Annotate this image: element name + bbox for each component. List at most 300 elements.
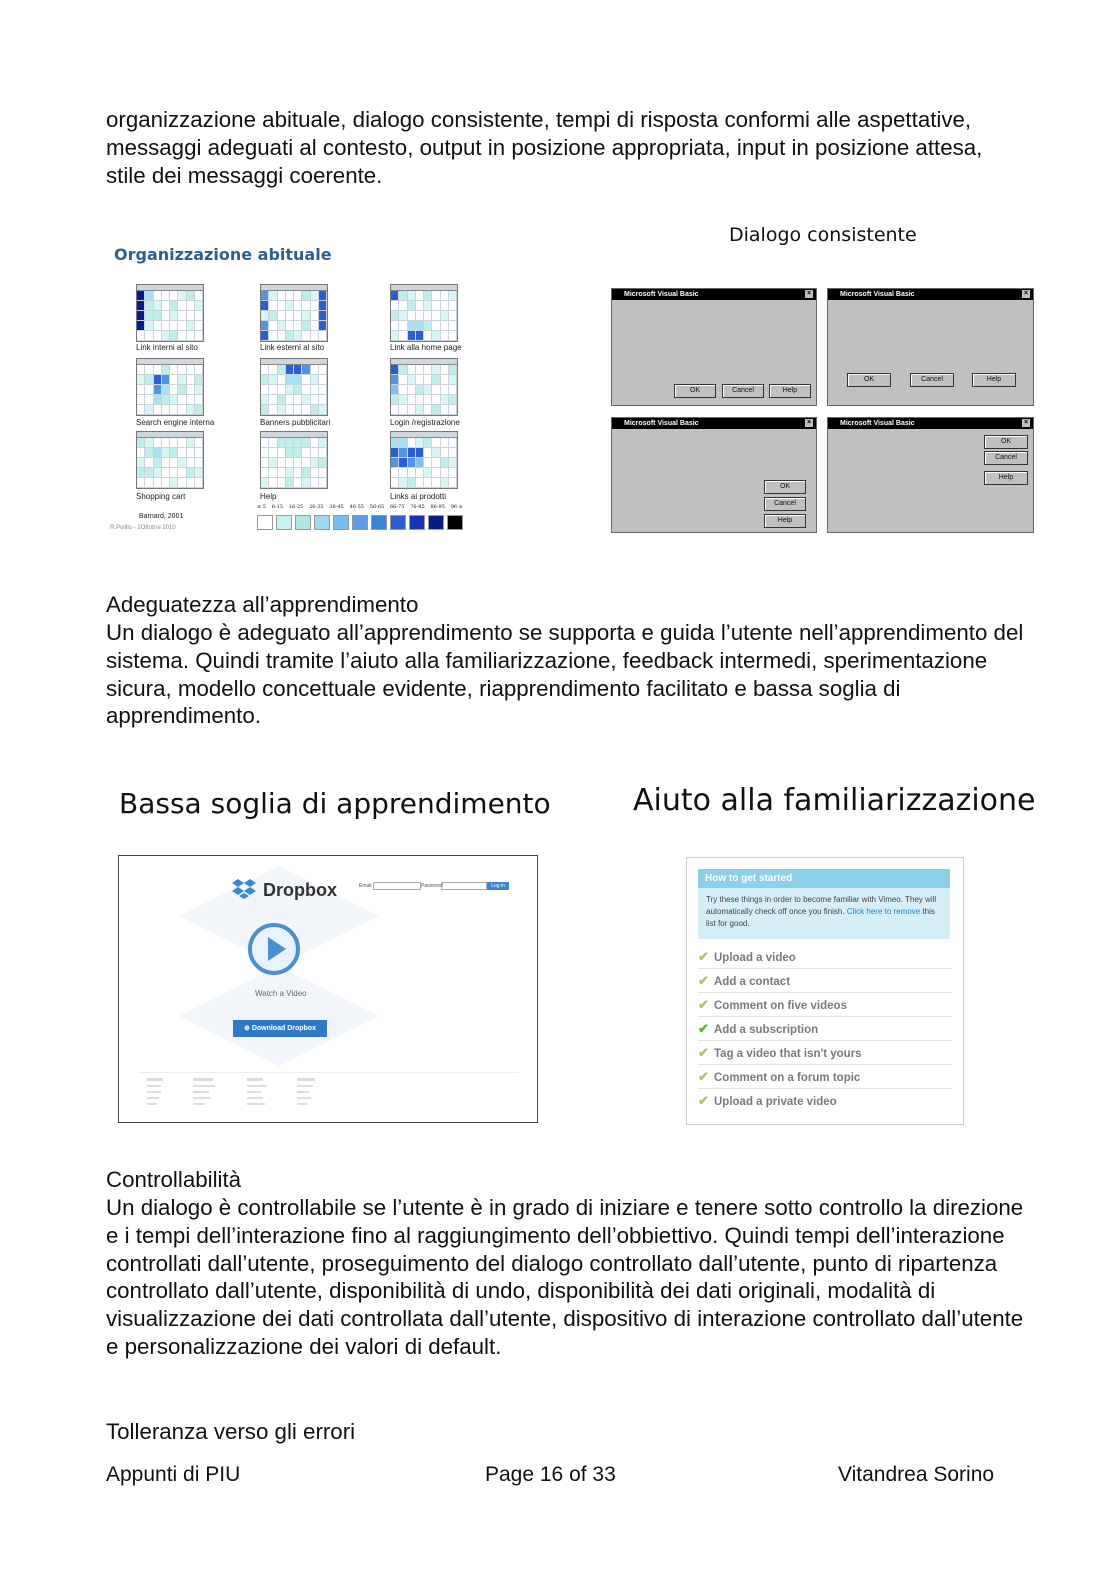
heatmap-cell: [399, 395, 407, 405]
heatmap-cell: [391, 458, 399, 468]
heatmap-cell: [424, 291, 432, 301]
heatmap-cell: [269, 468, 277, 478]
download-label: Download Dropbox: [251, 1025, 316, 1032]
legend-swatch: [352, 515, 368, 530]
heatmap-cell: [408, 291, 416, 301]
heatmap-cell: [154, 458, 162, 468]
figure2-title: Dialogo consistente: [729, 224, 917, 246]
heatmap-cell: [154, 405, 162, 415]
heatmap-cell: [416, 321, 424, 331]
heatmap-cell: [170, 311, 178, 321]
checklist-item-label: Add a subscription: [714, 1024, 819, 1036]
heatmap-cell: [187, 311, 195, 321]
heatmap-cell: [278, 438, 286, 448]
heatmap-cell: [302, 321, 310, 331]
legend-range-label: 26-35: [309, 504, 324, 510]
heatmap-cell: [302, 448, 310, 458]
heatmap-cell: [269, 448, 277, 458]
heatmap-cell: [408, 365, 416, 375]
heatmap-caption: Links ai prodotti: [390, 492, 447, 501]
heatmap-cell: [137, 468, 145, 478]
heatmap-cell: [302, 458, 310, 468]
heatmap-cell: [424, 478, 432, 488]
heatmap-cell: [294, 395, 302, 405]
heatmap-cell: [162, 301, 170, 311]
heatmap-caption: Shopping cart: [136, 492, 186, 501]
legend-swatch: [409, 515, 425, 530]
check-icon: ✔: [698, 1069, 709, 1084]
heatmap-cell: [195, 311, 203, 321]
checklist-item-label: Comment on a forum topic: [714, 1072, 861, 1084]
heatmap-cell: [286, 301, 294, 311]
heatmap-cell: [319, 405, 327, 415]
vb-dialog-2: [827, 288, 1034, 406]
heatmap-cell: [311, 311, 319, 321]
heatmap-cell: [432, 468, 440, 478]
heatmap-cell: [399, 468, 407, 478]
heatmap-cell: [441, 301, 449, 311]
heatmap-cell: [311, 385, 319, 395]
heatmap-cell: [408, 405, 416, 415]
legend-range-label: 6-15: [271, 504, 284, 510]
heatmap-cell: [137, 311, 145, 321]
heatmap-cell: [137, 331, 145, 341]
heatmap-cell: [286, 321, 294, 331]
legend-range-label: 46-55: [349, 504, 364, 510]
play-icon[interactable]: [247, 922, 301, 976]
legend-range-label: 96 ≥: [450, 504, 463, 510]
heatmap-cell: [302, 478, 310, 488]
heatmap-cell: [319, 301, 327, 311]
heatmap-cell: [302, 365, 310, 375]
heatmap-cell: [424, 395, 432, 405]
heatmap-cell: [261, 311, 269, 321]
watch-video-label[interactable]: Watch a Video: [255, 989, 307, 998]
heatmap-cell: [294, 321, 302, 331]
help-button[interactable]: Help: [764, 514, 806, 528]
heatmap-cell: [391, 291, 399, 301]
heatmap-cell: [154, 321, 162, 331]
heatmap-cell: [432, 365, 440, 375]
heatmap-cell: [187, 321, 195, 331]
heatmap-cell: [178, 385, 186, 395]
legend-swatch: [276, 515, 292, 530]
heatmap-cell: [432, 301, 440, 311]
heatmap-cell: [294, 291, 302, 301]
heatmap-cell: [441, 291, 449, 301]
heatmap-cell: [441, 448, 449, 458]
heatmap-cell: [286, 331, 294, 341]
heatmap-cell: [432, 458, 440, 468]
heatmap-cell: [432, 405, 440, 415]
ok-button[interactable]: OK: [674, 384, 716, 398]
heatmap-cell: [424, 331, 432, 341]
heatmap-cell: [302, 385, 310, 395]
figure3-title: Bassa soglia di apprendimento: [119, 787, 551, 820]
heatmap-cell: [154, 448, 162, 458]
heatmap-cell: [187, 365, 195, 375]
close-icon[interactable]: ×: [806, 419, 812, 426]
heatmap-cell: [286, 291, 294, 301]
heatmap-cell: [145, 321, 153, 331]
heatmap-cell: [145, 311, 153, 321]
heatmap-cell: [195, 458, 203, 468]
heatmap-cell: [286, 375, 294, 385]
heatmap-cell: [294, 301, 302, 311]
heatmap-thumbnail: [390, 284, 458, 342]
heatmap-cell: [311, 458, 319, 468]
cancel-button[interactable]: Cancel: [764, 497, 806, 511]
heatmap-cell: [145, 405, 153, 415]
heatmap-cell: [137, 405, 145, 415]
heatmap-cell: [302, 291, 310, 301]
heatmap-cell: [449, 375, 457, 385]
heatmap-cell: [162, 365, 170, 375]
heatmap-cell: [449, 301, 457, 311]
heatmap-cell: [449, 468, 457, 478]
legend-swatch: [428, 515, 444, 530]
heatmap-cell: [441, 375, 449, 385]
figure1-title: Organizzazione abituale: [114, 245, 332, 264]
heatmap-cell: [286, 395, 294, 405]
heatmap-cell: [145, 468, 153, 478]
heatmap-cell: [441, 438, 449, 448]
legend-swatch: [314, 515, 330, 530]
heatmap-cell: [145, 301, 153, 311]
heatmap-cell: [145, 291, 153, 301]
cancel-button[interactable]: Cancel: [910, 373, 954, 387]
heatmap-cell: [269, 301, 277, 311]
checklist-item-label: Upload a video: [714, 952, 796, 964]
heatmap-cell: [261, 301, 269, 311]
heatmap-cell: [302, 311, 310, 321]
heatmap-cell: [424, 385, 432, 395]
heatmap-cell: [424, 448, 432, 458]
heatmap-cell: [278, 478, 286, 488]
heatmap-cell: [269, 311, 277, 321]
heatmap-cell: [145, 395, 153, 405]
heatmap-cell: [294, 385, 302, 395]
heatmap-cell: [391, 375, 399, 385]
heatmap-cell: [187, 468, 195, 478]
footer-right: Vitandrea Sorino: [838, 1463, 995, 1486]
heatmap-cell: [269, 395, 277, 405]
checklist-item[interactable]: [698, 1065, 952, 1089]
heatmap-cell: [311, 375, 319, 385]
heatmap-cell: [424, 321, 432, 331]
heatmap-cell: [145, 375, 153, 385]
heatmap-cell: [162, 375, 170, 385]
help-button[interactable]: Help: [769, 384, 811, 398]
close-icon[interactable]: ×: [806, 290, 812, 297]
close-icon[interactable]: ×: [1023, 419, 1029, 426]
heatmap-cell: [311, 301, 319, 311]
heatmap-cell: [294, 478, 302, 488]
heatmap-cell: [278, 385, 286, 395]
checklist-item[interactable]: [698, 1017, 952, 1041]
heatmap-cell: [187, 291, 195, 301]
heatmap-thumbnail: [260, 431, 328, 489]
heatmap-cell: [441, 468, 449, 478]
help-button[interactable]: Help: [972, 373, 1016, 387]
heatmap-cell: [391, 438, 399, 448]
heatmap-cell: [137, 478, 145, 488]
heatmap-cell: [269, 375, 277, 385]
heatmap-cell: [449, 395, 457, 405]
heatmap-cell: [424, 375, 432, 385]
legend-range-label: 16-25: [288, 504, 304, 510]
heatmap-cell: [195, 405, 203, 415]
remove-list-link[interactable]: Click here to remove: [846, 907, 921, 916]
section-learning-heading: Adeguatezza all’apprendimento: [106, 592, 419, 617]
heatmap-cell: [391, 331, 399, 341]
heatmap-cell: [311, 331, 319, 341]
heatmap-cell: [170, 405, 178, 415]
heatmap-cell: [319, 321, 327, 331]
heatmap-cell: [294, 311, 302, 321]
legend-swatch: [333, 515, 349, 530]
heatmap-cell: [137, 321, 145, 331]
heatmap-cell: [162, 331, 170, 341]
heatmap-cell: [261, 395, 269, 405]
heatmap-cell: [261, 321, 269, 331]
heatmap-cell: [432, 385, 440, 395]
footer-left: Appunti di PIU: [106, 1463, 241, 1486]
heatmap-cell: [391, 395, 399, 405]
heatmap-cell: [269, 331, 277, 341]
heatmap-cell: [170, 385, 178, 395]
vb-dialog-4: [827, 417, 1034, 533]
ok-button[interactable]: OK: [984, 435, 1028, 449]
heatmap-cell: [294, 438, 302, 448]
heatmap-cell: [319, 478, 327, 488]
check-icon: ✔: [698, 1045, 709, 1060]
heatmap-cell: [162, 321, 170, 331]
legend-swatch: [447, 515, 463, 530]
getting-started-box: [698, 869, 950, 939]
heatmap-cell: [170, 291, 178, 301]
cancel-button[interactable]: Cancel: [984, 451, 1028, 465]
heatmap-cell: [170, 321, 178, 331]
heatmap-cell: [399, 375, 407, 385]
heatmap-cell: [178, 301, 186, 311]
heatmap-cell: [187, 478, 195, 488]
password-input[interactable]: [441, 882, 487, 890]
heatmap-cell: [399, 478, 407, 488]
heatmap-cell: [449, 405, 457, 415]
heatmap-cell: [399, 458, 407, 468]
heatmap-cell: [278, 405, 286, 415]
heatmap-caption: Link esterni al sito: [260, 343, 325, 352]
heatmap-cell: [278, 291, 286, 301]
heatmap-cell: [162, 448, 170, 458]
heatmap-cell: [441, 321, 449, 331]
heatmap-cell: [154, 375, 162, 385]
heatmap-cell: [170, 458, 178, 468]
heatmap-cell: [195, 375, 203, 385]
heatmap-cell: [302, 375, 310, 385]
heatmap-cell: [178, 405, 186, 415]
dialog-title: Microsoft Visual Basic: [840, 291, 915, 298]
heatmap-cell: [195, 385, 203, 395]
heatmap-cell: [424, 365, 432, 375]
heatmap-thumbnail: [390, 358, 458, 416]
heatmap-cell: [195, 291, 203, 301]
heatmap-cell: [269, 405, 277, 415]
heatmap-cell: [416, 385, 424, 395]
heatmap-cell: [441, 311, 449, 321]
heatmap-cell: [432, 331, 440, 341]
getting-started-heading: How to get started: [698, 869, 950, 888]
check-icon: ✔: [698, 997, 709, 1012]
heatmap-caption: Help: [260, 492, 277, 501]
heatmap-cell: [145, 365, 153, 375]
heatmap-cell: [162, 478, 170, 488]
ok-button[interactable]: OK: [764, 480, 806, 494]
heatmap-cell: [391, 365, 399, 375]
legend-range-label: 66-75: [390, 504, 405, 510]
heatmap-cell: [187, 375, 195, 385]
checklist-item[interactable]: [698, 1089, 952, 1112]
heatmap-cell: [187, 405, 195, 415]
heatmap-cell: [162, 468, 170, 478]
heatmap-cell: [302, 301, 310, 311]
legend-swatch: [390, 515, 406, 530]
heatmap-cell: [269, 438, 277, 448]
heatmap-cell: [154, 301, 162, 311]
heatmap-cell: [178, 478, 186, 488]
heatmap-cell: [432, 291, 440, 301]
heatmap-cell: [449, 365, 457, 375]
email-input[interactable]: [373, 882, 421, 890]
close-icon[interactable]: ×: [1023, 290, 1029, 297]
heatmap-cell: [294, 458, 302, 468]
login-button[interactable]: Log in: [487, 882, 509, 890]
heatmap-cell: [195, 365, 203, 375]
check-icon: ✔: [698, 1021, 709, 1036]
heatmap-cell: [294, 405, 302, 415]
heatmap-cell: [311, 468, 319, 478]
footer-page-number: Page 16 of 33: [485, 1463, 616, 1486]
checklist-item[interactable]: [698, 945, 952, 969]
heatmap-cell: [187, 385, 195, 395]
heatmap-cell: [286, 438, 294, 448]
heatmap-cell: [187, 395, 195, 405]
footer-divider: [139, 1072, 519, 1073]
checklist-item[interactable]: [698, 969, 952, 993]
heatmap-thumbnail: [260, 358, 328, 416]
heatmap-cell: [319, 438, 327, 448]
heatmap-cell: [269, 385, 277, 395]
heatmap-cell: [408, 375, 416, 385]
heatmap-cell: [145, 448, 153, 458]
heatmap-cell: [432, 375, 440, 385]
heatmap-cell: [311, 438, 319, 448]
ok-button[interactable]: OK: [847, 373, 891, 387]
download-dropbox-button[interactable]: [233, 1020, 327, 1037]
heatmap-cell: [162, 405, 170, 415]
heatmap-cell: [137, 448, 145, 458]
heatmap-cell: [145, 458, 153, 468]
heatmap-cell: [408, 301, 416, 311]
heatmap-cell: [416, 291, 424, 301]
footer-links: [147, 1078, 347, 1112]
heatmap-cell: [408, 458, 416, 468]
heatmap-cell: [416, 468, 424, 478]
heatmap-cell: [278, 468, 286, 478]
checklist-item[interactable]: [698, 1041, 952, 1065]
heatmap-cell: [391, 468, 399, 478]
heatmap-cell: [311, 291, 319, 301]
heatmap-cell: [278, 311, 286, 321]
heatmap-cell: [261, 468, 269, 478]
heatmap-cell: [278, 375, 286, 385]
heatmap-cell: [170, 438, 178, 448]
heatmap-cell: [261, 405, 269, 415]
heatmap-cell: [319, 395, 327, 405]
heatmap-cell: [399, 311, 407, 321]
heatmap-cell: [424, 468, 432, 478]
heatmap-cell: [391, 385, 399, 395]
heatmap-thumbnail: [136, 431, 204, 489]
heatmap-cell: [294, 375, 302, 385]
email-label: Email: [359, 883, 372, 889]
vb-dialog-3: [611, 417, 817, 533]
heatmap-cell: [137, 438, 145, 448]
figure4-title: Aiuto alla familiarizzazione: [633, 783, 1036, 818]
legend-range-label: 76-85: [410, 504, 425, 510]
heatmap-cell: [441, 365, 449, 375]
vb-dialog-1: [611, 288, 817, 406]
heatmap-cell: [261, 375, 269, 385]
heatmap-cell: [391, 311, 399, 321]
heatmap-cell: [441, 395, 449, 405]
intro-paragraph: organizzazione abituale, dialogo consistente, tempi di risposta conformi alle aspettative, messaggi adeguati al contesto, output in posizione appropriata, input in posizione attesa, stile dei messaggi coerente.: [106, 107, 983, 188]
checklist-item[interactable]: [698, 993, 952, 1017]
heatmap-cell: [449, 385, 457, 395]
heatmap-cell: [416, 365, 424, 375]
heatmap-cell: [286, 405, 294, 415]
heatmap-cell: [178, 395, 186, 405]
heatmap-cell: [449, 458, 457, 468]
heatmap-cell: [432, 448, 440, 458]
heatmap-cell: [424, 438, 432, 448]
heatmap-cell: [449, 478, 457, 488]
heatmap-cell: [319, 458, 327, 468]
cancel-button[interactable]: Cancel: [722, 384, 764, 398]
password-label: Password: [421, 883, 443, 889]
heatmap-cell: [154, 365, 162, 375]
heatmap-cell: [286, 468, 294, 478]
heatmap-cell: [416, 448, 424, 458]
heatmap-cell: [432, 321, 440, 331]
heatmap-cell: [294, 365, 302, 375]
dialog-title: Microsoft Visual Basic: [624, 291, 699, 298]
heatmap-cell: [399, 365, 407, 375]
legend-swatch: [257, 515, 273, 530]
heatmap-cell: [416, 375, 424, 385]
dialog-title: Microsoft Visual Basic: [840, 420, 915, 427]
heatmap-cell: [319, 331, 327, 341]
heatmap-cell: [145, 385, 153, 395]
heatmap-cell: [286, 478, 294, 488]
heatmap-cell: [441, 331, 449, 341]
heatmap-cell: [178, 365, 186, 375]
heatmap-cell: [278, 365, 286, 375]
heatmap-cell: [154, 395, 162, 405]
heatmap-cell: [178, 458, 186, 468]
help-button[interactable]: Help: [984, 471, 1028, 485]
